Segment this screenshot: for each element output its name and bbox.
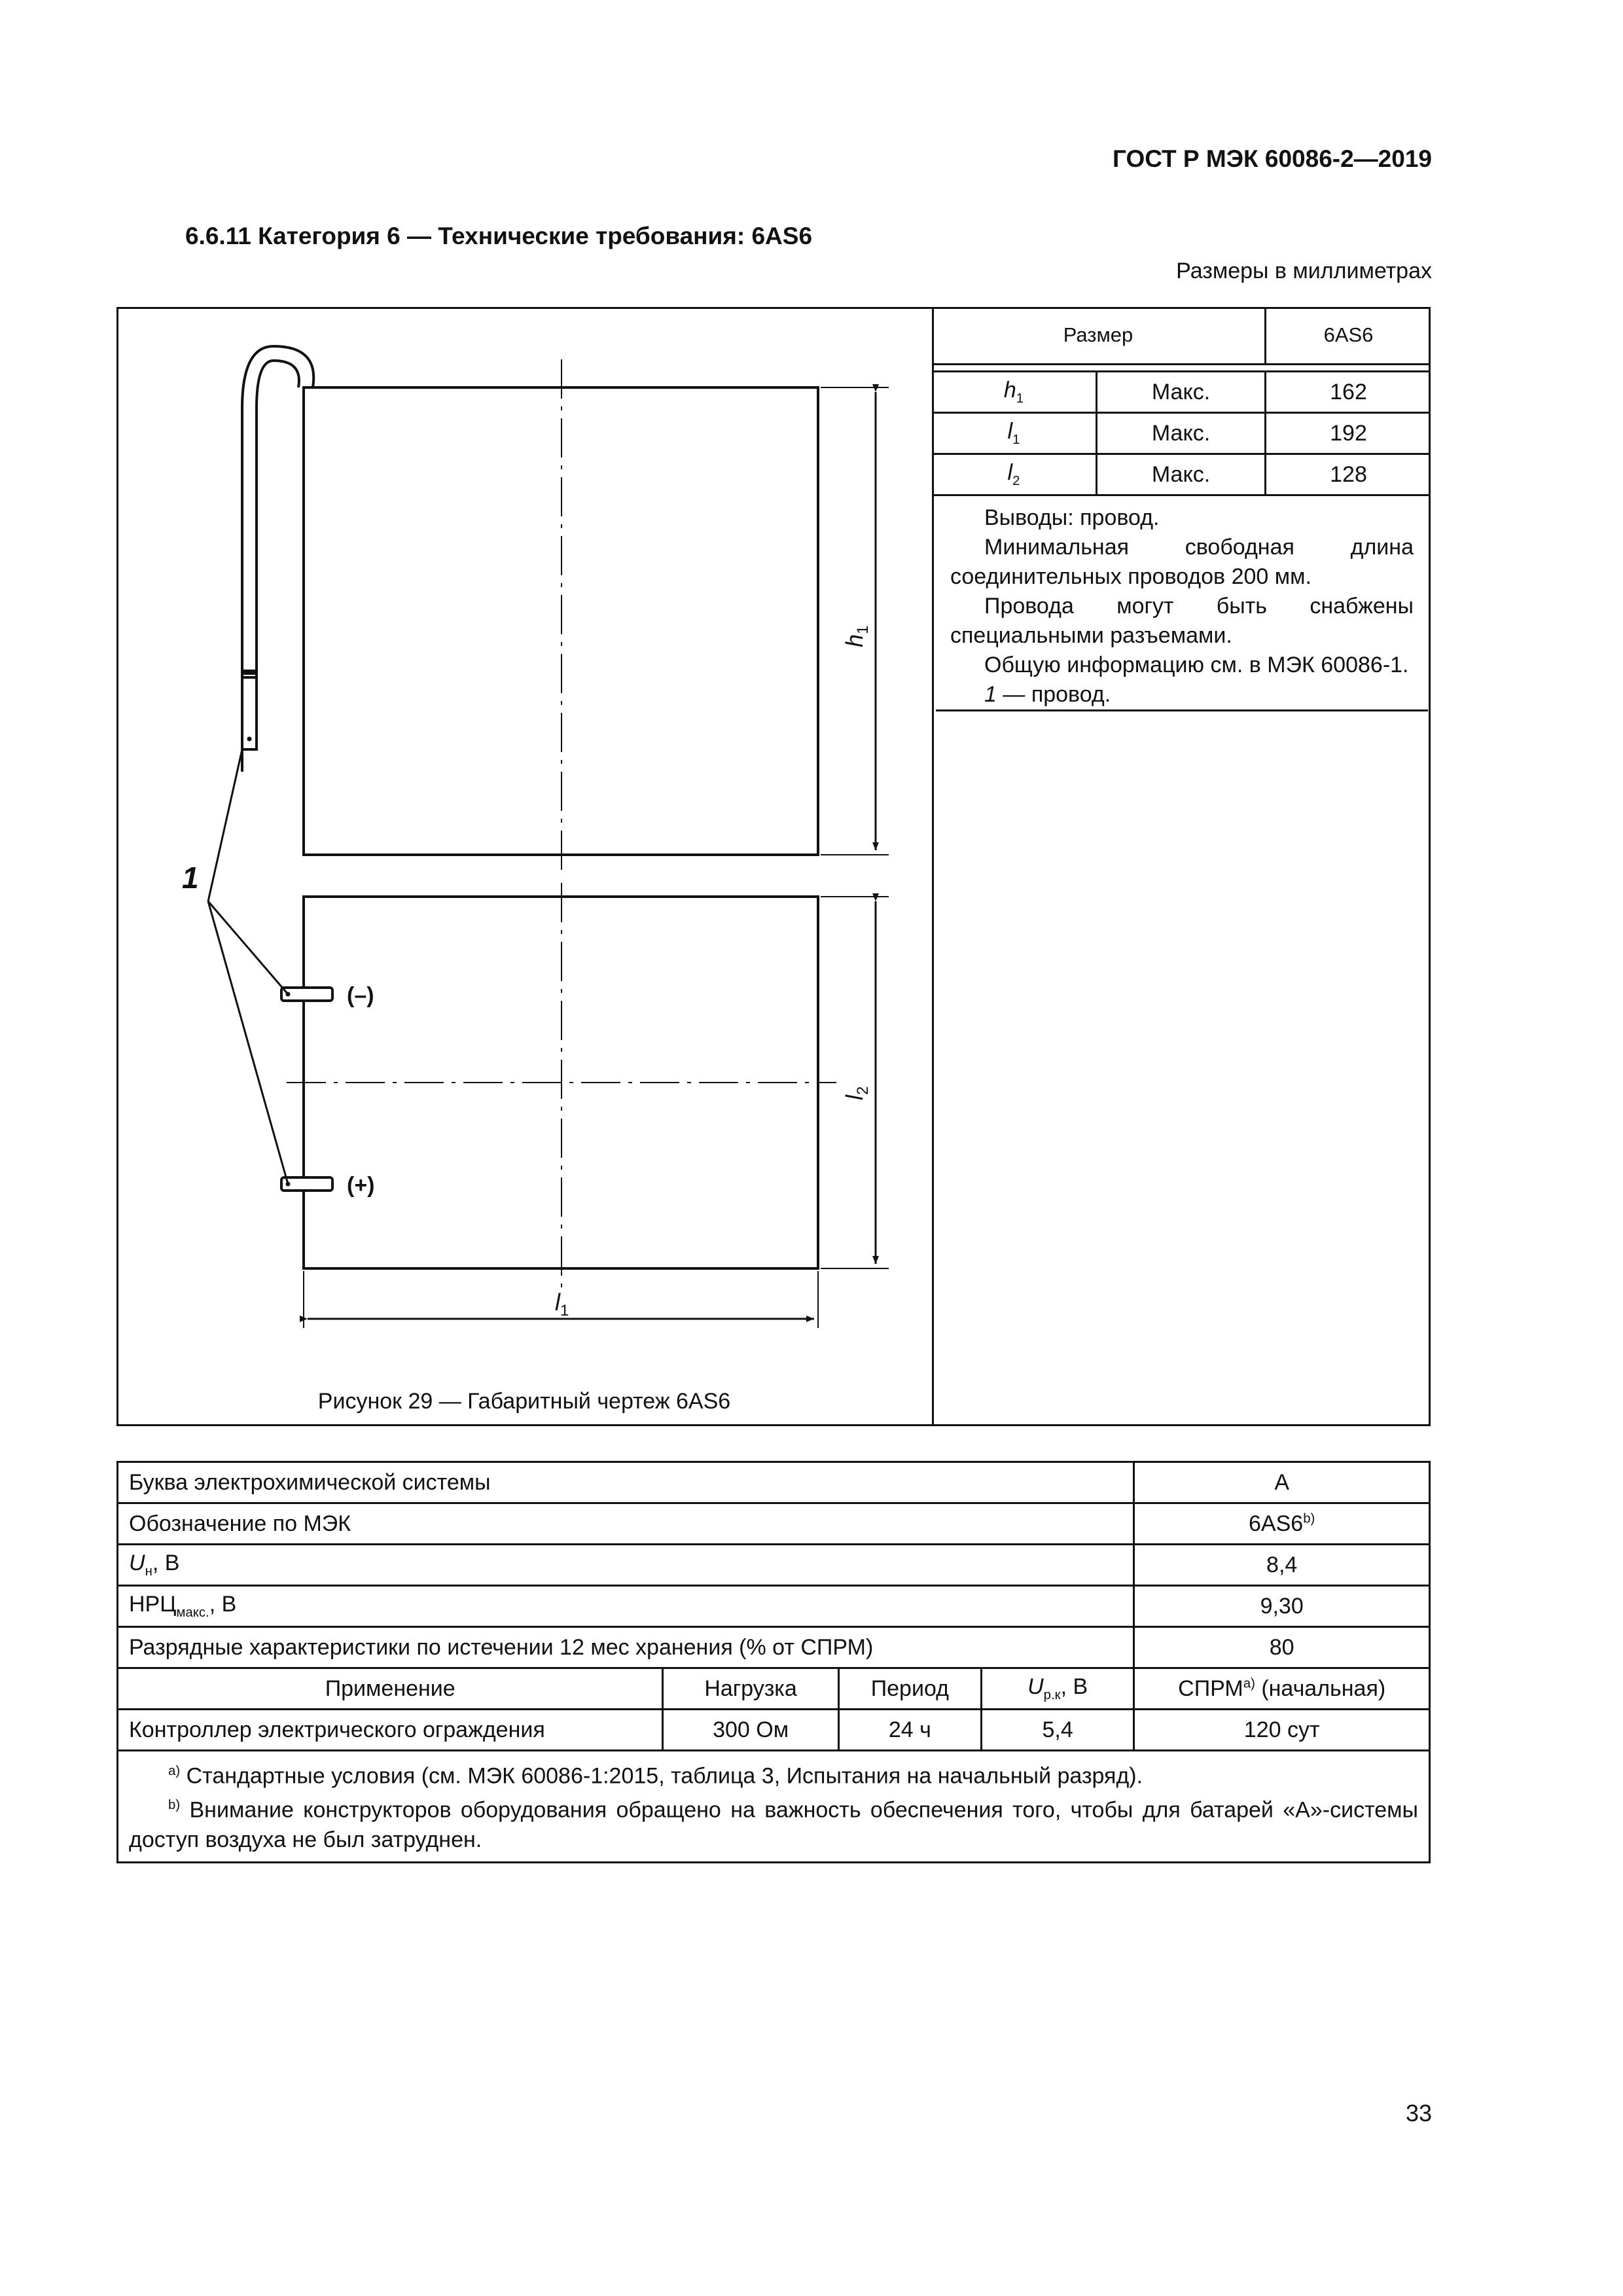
col-application: Применение (118, 1668, 663, 1710)
spec-iec-label: Обозначение по МЭК (118, 1503, 1134, 1545)
row-voltage: 5,4 (981, 1710, 1133, 1751)
specification-table (116, 1461, 1431, 1863)
table-footnotes (118, 1751, 1430, 1863)
dim-header-model: 6AS6 (1266, 307, 1431, 365)
units-note: Размеры в миллиметрах (1176, 259, 1432, 283)
spec-un-value: 8,4 (1134, 1545, 1430, 1586)
dim-symbol: $h_1$ (932, 372, 1097, 413)
col-sprm: СПРМ$^{a)}$ (начальная) (1134, 1668, 1430, 1710)
battery-drawing (116, 307, 932, 1387)
dim-header-size: Размер (932, 307, 1266, 365)
dim-symbol: $l_2$ (932, 454, 1097, 495)
row-application: Контроллер электрического ограждения (118, 1710, 663, 1751)
spec-nrc-value: 9,30 (1134, 1586, 1430, 1627)
spec-iec-value: 6AS6$^{b)}$ (1134, 1503, 1430, 1545)
dim-symbol: $l_1$ (932, 413, 1097, 454)
dim-kind: Макс. (1097, 413, 1266, 454)
document-code: ГОСТ Р МЭК 60086-2—2019 (1112, 145, 1432, 172)
note-line: Провода могут быть снабжены специальными разъемами. (950, 594, 1414, 648)
note-line: Выводы: провод. (984, 505, 1160, 530)
callout-1: 1 (182, 861, 199, 895)
dim-value: 192 (1266, 413, 1431, 454)
dim-value: 162 (1266, 372, 1431, 413)
spec-nrc-label: $НРЦ_{макс.}$, В (118, 1586, 1134, 1627)
spec-un-label: $U_н$, В (118, 1545, 1134, 1586)
section-title: 6.6.11 Категория 6 — Технические требования: 6AS6 (185, 223, 813, 249)
note-line: Минимальная свободная длина соединительных проводов 200 мм. (950, 535, 1414, 589)
row-period: 24 ч (838, 1710, 981, 1751)
footnote-b: $^{b)}$ Внимание конструкторов оборудования обращено на важность обеспечения того, чтобы для батарей «А»-системы доступ воздуха не был затруднен. (129, 1797, 1418, 1852)
footnote-a: $^{a)}$ Стандартные условия (см. МЭК 60086-1:2015, таблица 3, Испытания на начальный разряд). (168, 1763, 1143, 1789)
figure-caption: Рисунок 29 — Габаритный чертеж 6AS6 (317, 1389, 731, 1414)
terminal-plus-label: (+) (347, 1173, 375, 1198)
spec-discharge-label: Разрядные характеристики по истечении 12 мес хранения (% от СПРМ) (118, 1627, 1134, 1668)
col-voltage: $U_{р.к}$, В (981, 1668, 1133, 1710)
page-number: 33 (1405, 2100, 1432, 2126)
note-line: Общую информацию см. в МЭК 60086-1. (984, 653, 1409, 677)
spec-letter-label: Буква электрохимической системы (118, 1462, 1134, 1503)
dim-row (932, 372, 1431, 413)
row-sprm: 120 сут (1134, 1710, 1430, 1751)
dim-row (932, 413, 1431, 454)
dim-row (932, 454, 1431, 495)
dim-l1-label: $l_1$ (555, 1289, 569, 1319)
terminal-minus-label: (–) (347, 983, 374, 1008)
dim-h1-label: $h_1$ (841, 625, 872, 647)
note-line: 1 — провод. (984, 682, 1111, 707)
col-load: Нагрузка (663, 1668, 838, 1710)
dim-l2-label: $l_2$ (841, 1086, 872, 1100)
row-load: 300 Ом (663, 1710, 838, 1751)
dimension-notes (936, 495, 1428, 711)
table-row (118, 1710, 1430, 1751)
spec-letter-value: A (1134, 1462, 1430, 1503)
spec-discharge-value: 80 (1134, 1627, 1430, 1668)
col-period: Период (838, 1668, 981, 1710)
dim-kind: Макс. (1097, 454, 1266, 495)
dimensions-table (932, 307, 1431, 496)
dim-kind: Макс. (1097, 372, 1266, 413)
dim-value: 128 (1266, 454, 1431, 495)
